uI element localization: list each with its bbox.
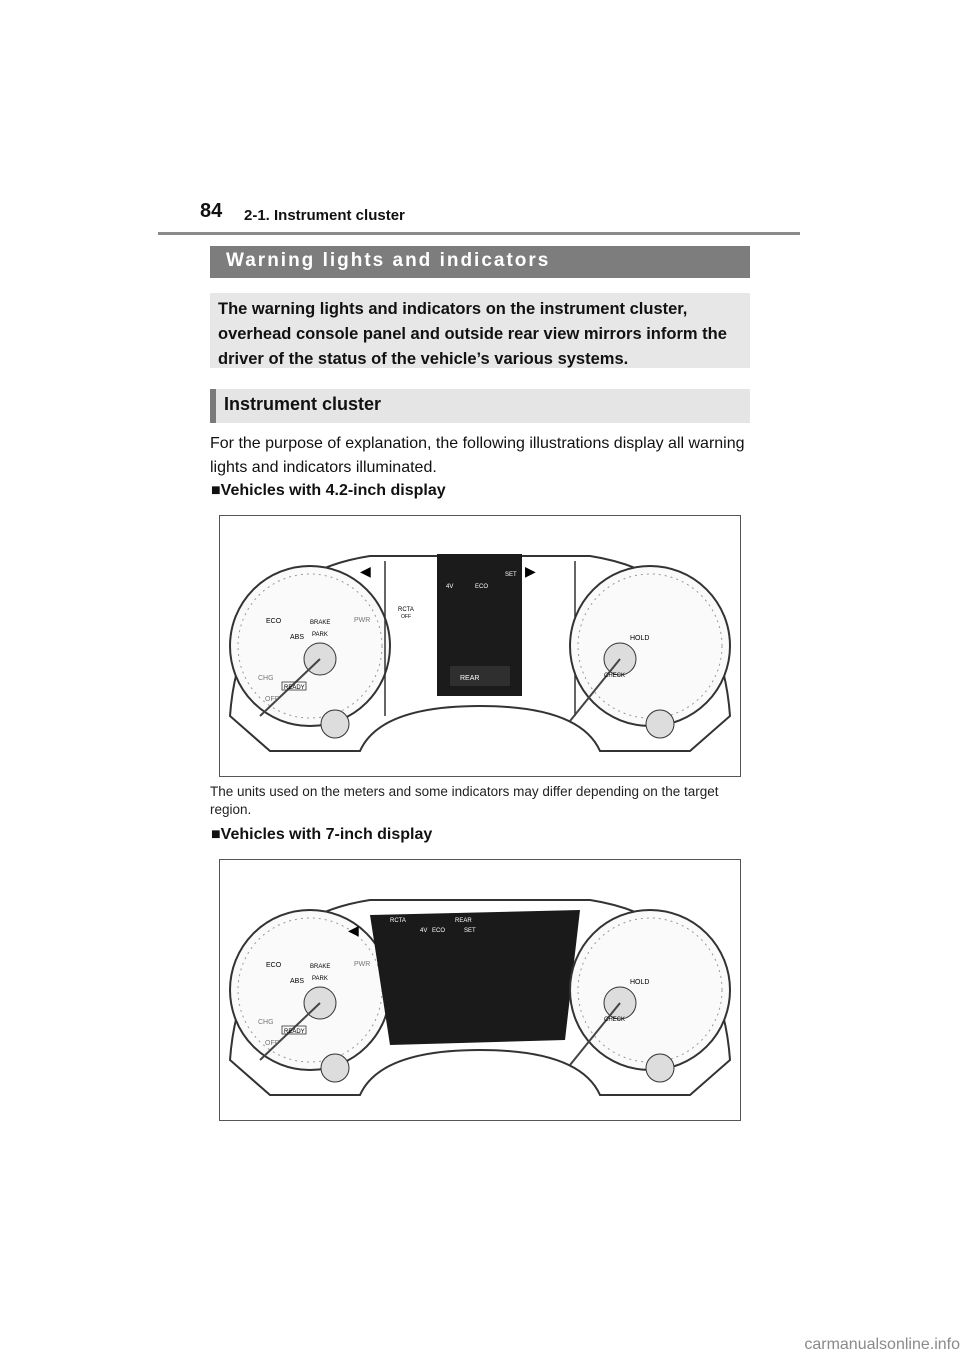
label-4v-7: 4V	[420, 928, 428, 934]
label-brake-7: BRAKE	[310, 964, 331, 970]
label-off: OFF	[265, 696, 279, 703]
bullet-4-2-inch: ■Vehicles with 4.2-inch display	[211, 482, 446, 499]
label-rear: REAR	[460, 675, 480, 682]
left-subgauge-hub	[321, 710, 349, 738]
right-gauge-7	[570, 910, 730, 1070]
cluster-illustration-7-inch	[219, 859, 741, 1121]
cluster-illustration-4-2-inch	[219, 515, 741, 777]
label-small-eco: ECO	[475, 584, 489, 590]
label-check-7: CHECK	[604, 1017, 626, 1023]
label-check: CHECK	[604, 673, 626, 679]
header-divider	[158, 232, 800, 235]
label-hold-7: HOLD	[630, 979, 650, 986]
subsection-accent	[210, 389, 216, 423]
left-subgauge-hub-7	[321, 1054, 349, 1082]
cluster-drawing-4-2	[220, 516, 740, 776]
label-chg-7: CHG	[258, 1019, 274, 1026]
label-park: PARK	[312, 632, 328, 638]
label-off-7: OFF	[265, 1040, 279, 1047]
display-rear-strip	[450, 666, 510, 686]
label-rcta-7: RCTA	[390, 918, 406, 924]
subsection-title: Instrument cluster	[224, 394, 382, 414]
label-pwr-7: PWR	[354, 961, 371, 968]
left-arrow-icon-7: ◀	[348, 922, 359, 938]
label-pwr: PWR	[354, 617, 371, 624]
label-rcta-off: OFF	[401, 614, 411, 620]
label-set: SET	[505, 572, 517, 578]
right-gauge	[570, 566, 730, 726]
cluster-drawing-7	[220, 860, 740, 1120]
label-hold: HOLD	[630, 635, 650, 642]
label-eco-7: ECO	[266, 962, 282, 969]
label-rcta: RCTA	[398, 607, 414, 613]
bullet-7-inch: ■Vehicles with 7-inch display	[211, 826, 433, 843]
label-set-7: SET	[464, 928, 476, 934]
section-reference: 2-1. Instrument cluster	[244, 207, 405, 224]
right-arrow-icon: ▶	[525, 563, 536, 579]
intro-text: The warning lights and indicators on the instrument cluster, overhead console panel and outside rear view mirrors inform the driver of the status of the vehicle’s various systems.	[218, 300, 727, 368]
label-brake: BRAKE	[310, 620, 331, 626]
label-small-eco-7: ECO	[432, 928, 446, 934]
label-chg: CHG	[258, 675, 274, 682]
left-arrow-icon: ◀	[360, 563, 371, 579]
body-paragraph: For the purpose of explanation, the following illustrations display all warning lights and indicators illuminated.	[210, 435, 745, 476]
label-ready-7: READY	[284, 1029, 305, 1035]
page-number: 84	[200, 200, 223, 222]
right-subgauge-hub	[646, 710, 674, 738]
label-abs: ABS	[290, 634, 305, 641]
site-watermark: carmanualsonline.info	[804, 1336, 960, 1353]
label-ready: READY	[284, 685, 305, 691]
label-4v: 4V	[446, 584, 454, 590]
label-rear-7: REAR	[455, 918, 472, 924]
page-title: Warning lights and indicators	[226, 250, 551, 271]
label-park-7: PARK	[312, 976, 328, 982]
label-eco: ECO	[266, 618, 282, 625]
label-abs-7: ABS	[290, 978, 305, 985]
right-subgauge-hub-7	[646, 1054, 674, 1082]
units-note: The units used on the meters and some indicators may differ depending on the target region.	[210, 784, 719, 817]
